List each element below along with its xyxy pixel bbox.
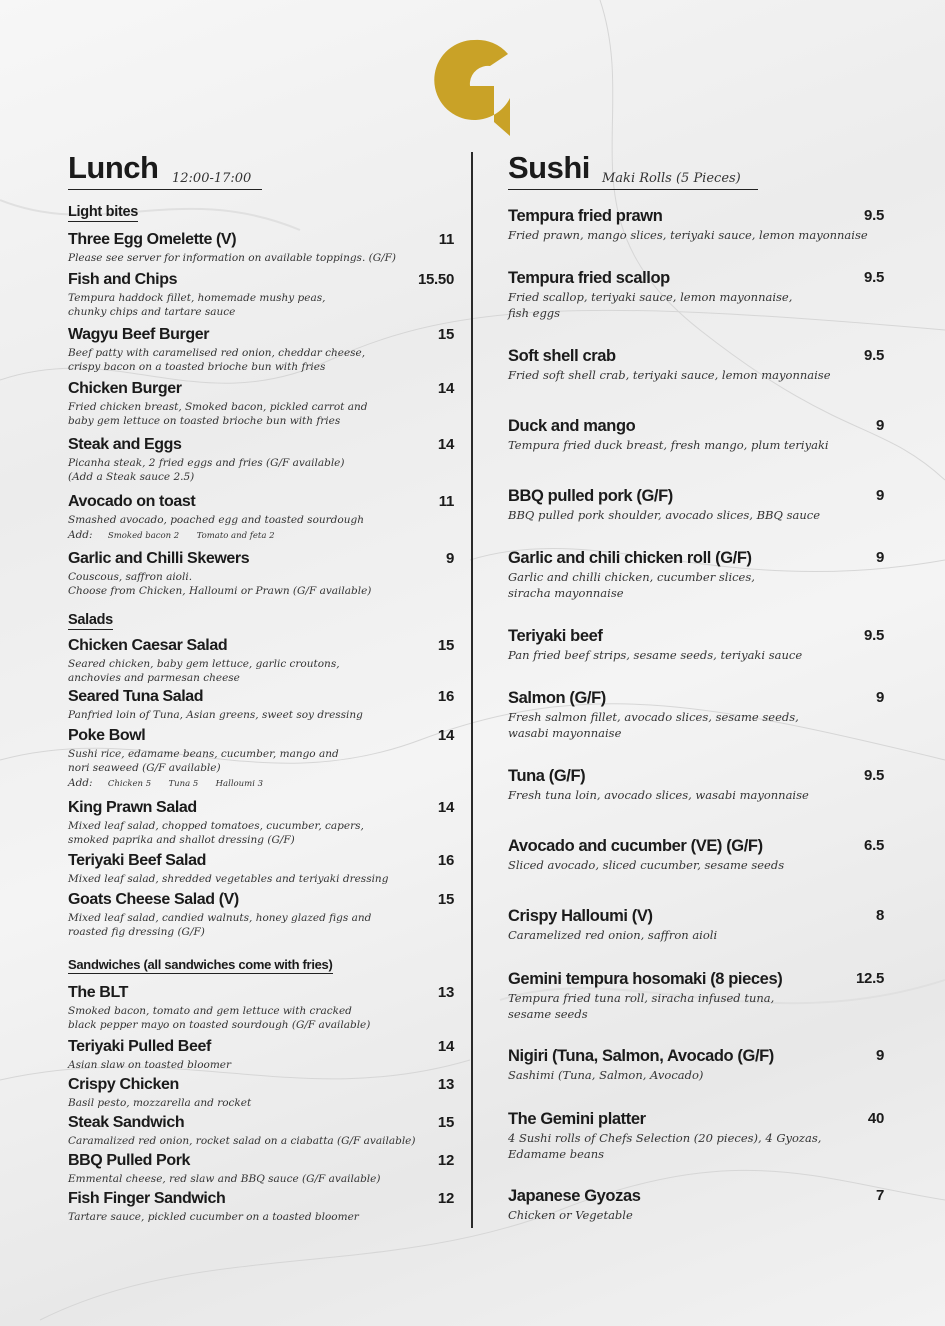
menu-item bbox=[508, 206, 884, 243]
add-option: Tuna 5 bbox=[168, 779, 199, 789]
item-name: Three Egg Omelette (V) bbox=[68, 231, 237, 248]
item-name: Tempura fried scallop bbox=[508, 269, 670, 287]
menu-item bbox=[68, 890, 454, 939]
menu-item bbox=[508, 268, 884, 321]
item-name: Fish Finger Sandwich bbox=[68, 1190, 226, 1207]
item-price: 13 bbox=[437, 984, 454, 1001]
item-name: Teriyaki beef bbox=[508, 627, 603, 645]
add-option: Halloumi 3 bbox=[215, 779, 264, 789]
item-price: 7 bbox=[875, 1187, 884, 1204]
item-description: Fried chicken breast, Smoked bacon, pickled carrot and baby gem lettuce on toasted brioche bun with fries bbox=[68, 401, 368, 427]
item-price: 9.5 bbox=[864, 627, 884, 644]
item-name: Nigiri (Tuna, Salmon, Avocado (G/F) bbox=[508, 1047, 774, 1065]
item-description: Tempura fried tuna roll, siracha infused tuna, sesame seeds bbox=[508, 991, 775, 1021]
menu-item bbox=[68, 1113, 454, 1148]
item-price: 9 bbox=[875, 549, 884, 566]
item-description: Couscous, saffron aioli. Choose from Chicken, Halloumi or Prawn (G/F available) bbox=[68, 571, 372, 597]
item-description: Mixed leaf salad, shredded vegetables and teriyaki dressing bbox=[68, 873, 389, 885]
item-price: 13 bbox=[437, 1076, 454, 1093]
item-name: Chicken Caesar Salad bbox=[68, 637, 228, 654]
item-name: King Prawn Salad bbox=[68, 799, 197, 816]
sushi-heading bbox=[508, 150, 884, 188]
item-description: Basil pesto, mozzarella and rocket bbox=[68, 1097, 252, 1109]
lunch-column bbox=[68, 150, 454, 1223]
menu-item bbox=[68, 230, 454, 265]
item-price: 14 bbox=[437, 799, 454, 816]
item-price: 9.5 bbox=[864, 767, 884, 784]
item-description: Panfried loin of Tuna, Asian greens, sweet soy dressing bbox=[68, 709, 363, 721]
item-name: Gemini tempura hosomaki (8 pieces) bbox=[508, 970, 783, 988]
menu-item bbox=[508, 346, 884, 383]
item-name: Poke Bowl bbox=[68, 727, 146, 744]
item-name: Steak and Eggs bbox=[68, 436, 182, 453]
menu-item bbox=[68, 1151, 454, 1186]
item-name: Japanese Gyozas bbox=[508, 1187, 641, 1205]
item-price: 15.50 bbox=[417, 271, 454, 288]
item-name: Wagyu Beef Burger bbox=[68, 326, 210, 343]
item-description: Tempura fried duck breast, fresh mango, plum teriyaki bbox=[508, 438, 829, 452]
item-price: 14 bbox=[437, 436, 454, 453]
item-description: Asian slaw on toasted bloomer bbox=[68, 1059, 232, 1071]
item-price: 14 bbox=[437, 1038, 454, 1055]
menu-item bbox=[508, 969, 884, 1022]
lunch-heading bbox=[68, 150, 454, 188]
add-label: Add: bbox=[68, 777, 93, 789]
item-price: 11 bbox=[438, 231, 454, 248]
item-price: 9 bbox=[875, 1047, 884, 1064]
section-salads: Salads bbox=[68, 612, 113, 628]
item-description: Garlic and chilli chicken, cucumber slices, siracha mayonnaise bbox=[508, 570, 755, 600]
sushi-subtitle: Maki Rolls (5 Pieces) bbox=[602, 171, 741, 186]
item-name: The Gemini platter bbox=[508, 1110, 646, 1128]
item-price: 12 bbox=[437, 1152, 454, 1169]
item-name: Teriyaki Beef Salad bbox=[68, 852, 206, 869]
item-price: 15 bbox=[437, 1114, 454, 1131]
item-name: Garlic and chili chicken roll (G/F) bbox=[508, 549, 752, 567]
item-price: 9 bbox=[875, 417, 884, 434]
item-description: Beef patty with caramelised red onion, cheddar cheese, crispy bacon on a toasted brioche bun with fries bbox=[68, 347, 366, 373]
item-price: 14 bbox=[437, 727, 454, 744]
menu-item bbox=[508, 688, 884, 741]
menu-item bbox=[68, 549, 454, 598]
item-name: Seared Tuna Salad bbox=[68, 688, 204, 705]
item-price: 9.5 bbox=[864, 347, 884, 364]
menu-item bbox=[508, 1186, 884, 1223]
sushi-column bbox=[508, 150, 884, 1222]
menu-item bbox=[68, 435, 454, 484]
item-name: Crispy Halloumi (V) bbox=[508, 907, 653, 925]
item-name: Crispy Chicken bbox=[68, 1076, 179, 1093]
item-name: Soft shell crab bbox=[508, 347, 616, 365]
item-description: Smoked bacon, tomato and gem lettuce with cracked black pepper mayo on toasted sourdough (G/F available) bbox=[68, 1005, 371, 1031]
menu-item bbox=[508, 906, 884, 943]
item-price: 15 bbox=[437, 637, 454, 654]
item-description: Sushi rice, edamame beans, cucumber, mango and nori seaweed (G/F available) bbox=[68, 748, 339, 774]
item-name: Salmon (G/F) bbox=[508, 689, 606, 707]
heading-rule bbox=[508, 189, 758, 190]
menu-item bbox=[68, 1037, 454, 1072]
item-name: Goats Cheese Salad (V) bbox=[68, 891, 239, 908]
menu-item bbox=[68, 687, 454, 722]
item-description: Emmental cheese, red slaw and BBQ sauce (G/F available) bbox=[68, 1173, 381, 1185]
add-option: Tomato and feta 2 bbox=[196, 531, 275, 541]
item-description: 4 Sushi rolls of Chefs Selection (20 pieces), 4 Gyozas, Edamame beans bbox=[508, 1131, 822, 1161]
section-light-bites: Light bites bbox=[68, 204, 139, 220]
item-name: Tuna (G/F) bbox=[508, 767, 586, 785]
menu-item bbox=[508, 1109, 884, 1162]
menu-item bbox=[508, 416, 884, 453]
item-description: Tempura haddock fillet, homemade mushy peas, chunky chips and tartare sauce bbox=[68, 292, 326, 318]
item-price: 9.5 bbox=[864, 269, 884, 286]
item-description: Picanha steak, 2 fried eggs and fries (G/F available) (Add a Steak sauce 2.5) bbox=[68, 457, 345, 483]
heading-rule bbox=[68, 189, 262, 190]
item-price: 40 bbox=[867, 1110, 884, 1127]
item-description: Smashed avocado, poached egg and toasted sourdough bbox=[68, 514, 364, 526]
menu-item bbox=[508, 766, 884, 803]
menu-item bbox=[68, 798, 454, 847]
menu-item bbox=[508, 1046, 884, 1083]
menu-item bbox=[68, 1189, 454, 1224]
item-name: Garlic and Chilli Skewers bbox=[68, 550, 250, 567]
item-price: 14 bbox=[437, 380, 454, 397]
item-description: Tartare sauce, pickled cucumber on a toasted bloomer bbox=[68, 1211, 359, 1223]
add-ons bbox=[68, 777, 454, 789]
item-description: Fried scallop, teriyaki sauce, lemon mayonnaise, fish eggs bbox=[508, 290, 793, 320]
column-divider bbox=[471, 152, 473, 1228]
gemini-logo bbox=[430, 36, 518, 142]
menu-item bbox=[68, 492, 454, 541]
item-name: BBQ Pulled Pork bbox=[68, 1152, 191, 1169]
item-name: The BLT bbox=[68, 984, 129, 1001]
item-name: Avocado and cucumber (VE) (G/F) bbox=[508, 837, 763, 855]
item-description: Pan fried beef strips, sesame seeds, teriyaki sauce bbox=[508, 648, 803, 662]
item-description: Fried prawn, mango slices, teriyaki sauce, lemon mayonnaise bbox=[508, 228, 868, 242]
menu-item bbox=[68, 1075, 454, 1110]
item-description: Seared chicken, baby gem lettuce, garlic croutons, anchovies and parmesan cheese bbox=[68, 658, 340, 684]
section-sandwiches: Sandwiches (all sandwiches come with fries) bbox=[68, 957, 333, 972]
menu-item bbox=[68, 379, 454, 428]
item-price: 11 bbox=[438, 493, 454, 510]
menu-item bbox=[68, 726, 454, 789]
item-name: Steak Sandwich bbox=[68, 1114, 185, 1131]
item-name: Avocado on toast bbox=[68, 493, 196, 510]
lunch-title: Lunch bbox=[68, 150, 159, 185]
add-label: Add: bbox=[68, 529, 93, 541]
item-price: 9 bbox=[875, 689, 884, 706]
menu-item bbox=[68, 636, 454, 685]
item-description: Caramalized red onion, rocket salad on a ciabatta (G/F available) bbox=[68, 1135, 416, 1147]
item-price: 15 bbox=[437, 891, 454, 908]
item-description: Fried soft shell crab, teriyaki sauce, lemon mayonnaise bbox=[508, 368, 831, 382]
menu-item bbox=[68, 325, 454, 374]
item-price: 15 bbox=[437, 326, 454, 343]
add-option: Chicken 5 bbox=[107, 779, 152, 789]
menu-item bbox=[508, 836, 884, 873]
item-description: Mixed leaf salad, chopped tomatoes, cucumber, capers, smoked paprika and shallot dressing (G/F) bbox=[68, 820, 364, 846]
item-price: 12 bbox=[437, 1190, 454, 1207]
item-description: BBQ pulled pork shoulder, avocado slices, BBQ sauce bbox=[508, 508, 820, 522]
item-name: Teriyaki Pulled Beef bbox=[68, 1038, 211, 1055]
item-description: Sashimi (Tuna, Salmon, Avocado) bbox=[508, 1068, 704, 1082]
menu-item bbox=[68, 270, 454, 319]
lunch-hours: 12:00-17:00 bbox=[172, 171, 252, 186]
item-description: Caramelized red onion, saffron aioli bbox=[508, 928, 718, 942]
item-description: Please see server for information on available toppings. (G/F) bbox=[68, 252, 397, 264]
item-description: Fresh tuna loin, avocado slices, wasabi mayonnaise bbox=[508, 788, 809, 802]
menu-item bbox=[508, 548, 884, 601]
menu-item bbox=[508, 486, 884, 523]
item-price: 16 bbox=[437, 688, 454, 705]
item-name: Duck and mango bbox=[508, 417, 636, 435]
item-description: Mixed leaf salad, candied walnuts, honey glazed figs and roasted fig dressing (G/F) bbox=[68, 912, 372, 938]
item-price: 16 bbox=[437, 852, 454, 869]
item-description: Fresh salmon fillet, avocado slices, sesame seeds, wasabi mayonnaise bbox=[508, 710, 799, 740]
item-price: 12.5 bbox=[856, 970, 884, 987]
sushi-title: Sushi bbox=[508, 150, 590, 185]
item-price: 9 bbox=[875, 487, 884, 504]
item-price: 6.5 bbox=[864, 837, 884, 854]
item-price: 9 bbox=[445, 550, 454, 567]
menu-item bbox=[68, 983, 454, 1032]
item-name: Tempura fried prawn bbox=[508, 207, 663, 225]
item-name: Chicken Burger bbox=[68, 380, 182, 397]
item-name: Fish and Chips bbox=[68, 271, 178, 288]
menu-item bbox=[508, 626, 884, 663]
item-description: Sliced avocado, sliced cucumber, sesame seeds bbox=[508, 858, 785, 872]
add-ons bbox=[68, 529, 454, 541]
add-option: Smoked bacon 2 bbox=[107, 531, 180, 541]
item-price: 8 bbox=[875, 907, 884, 924]
item-name: BBQ pulled pork (G/F) bbox=[508, 487, 673, 505]
menu-item bbox=[68, 851, 454, 886]
item-description: Chicken or Vegetable bbox=[508, 1208, 633, 1222]
item-price: 9.5 bbox=[864, 207, 884, 224]
